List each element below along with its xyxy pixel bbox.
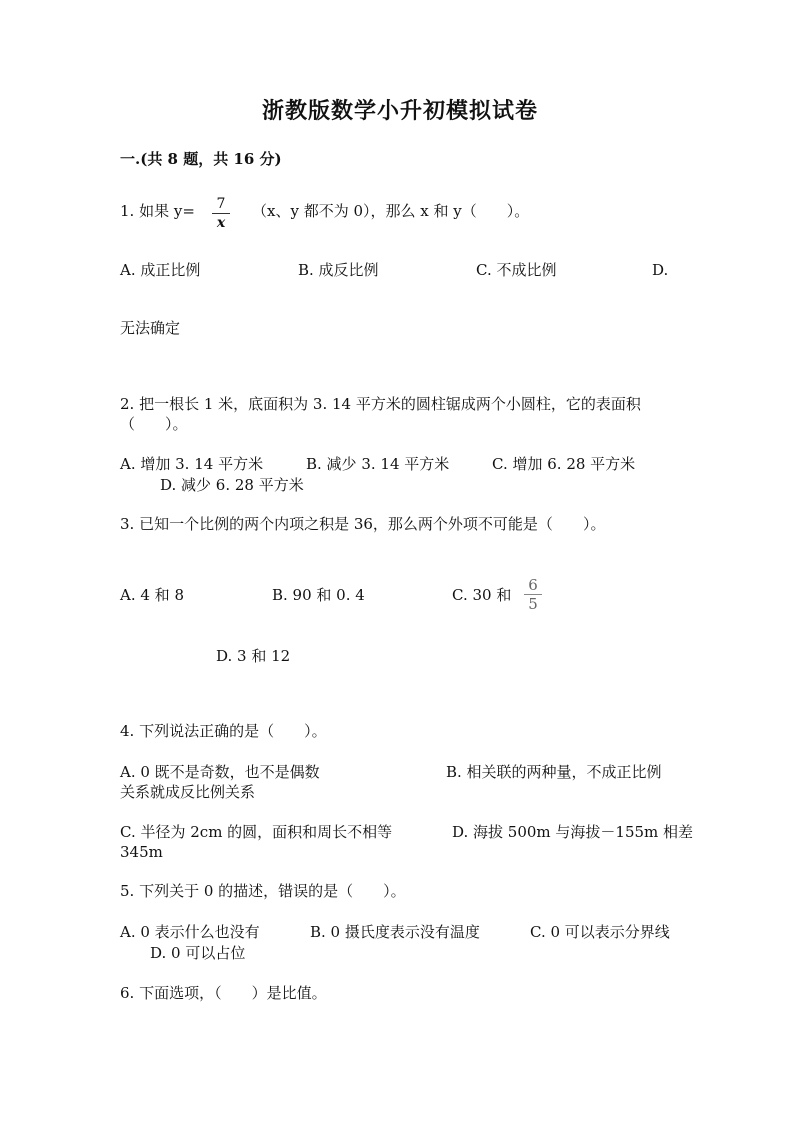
q3-fraction <box>524 577 542 612</box>
q1-option-a[interactable]: A. 成正比例 <box>120 261 201 279</box>
q3-option-b[interactable]: B. 90 和 0. 4 <box>272 586 365 604</box>
q6-text: 6. 下面选项，（ ）是比值。 <box>120 984 327 1002</box>
q1-frac-numerator: 7 <box>216 196 226 212</box>
q4-option-d[interactable]: D. 海拔 500m 与海拔－155m 相差 <box>452 823 694 841</box>
q1-suffix: （x、y 都不为 0），那么 x 和 y（ ）。 <box>252 202 530 220</box>
q5-option-c[interactable]: C. 0 可以表示分界线 <box>530 923 670 941</box>
q3-option-a[interactable]: A. 4 和 8 <box>120 586 184 604</box>
q1-option-b[interactable]: B. 成反比例 <box>298 261 379 279</box>
q3-frac-numerator: 6 <box>528 576 538 594</box>
q3-option-d[interactable]: D. 3 和 12 <box>216 647 291 665</box>
q1-prefix: 1. 如果 y= <box>120 202 195 220</box>
q2-option-d[interactable]: D. 减少 6. 28 平方米 <box>160 476 304 494</box>
section-header: 一.(共 8 题，共 16 分) <box>120 150 282 168</box>
fraction-bar <box>212 213 230 214</box>
q3-text: 3. 已知一个比例的两个内项之积是 36，那么两个外项不可能是（ ）。 <box>120 515 606 533</box>
q2-text-line2: （ ）。 <box>120 415 188 433</box>
q2-option-b[interactable]: B. 减少 3. 14 平方米 <box>306 455 450 473</box>
q1-option-c[interactable]: C. 不成比例 <box>476 261 557 279</box>
q4-option-b[interactable]: B. 相关联的两种量，不成正比例 <box>446 763 662 781</box>
q4-option-a[interactable]: A. 0 既不是奇数，也不是偶数 <box>120 763 320 781</box>
q4-option-b-cont[interactable]: 关系就成反比例关系 <box>120 783 256 801</box>
q4-option-d-cont[interactable]: 345m <box>120 843 163 861</box>
q4-option-c[interactable]: C. 半径为 2cm 的圆，面积和周长不相等 <box>120 823 393 841</box>
q5-text: 5. 下列关于 0 的描述，错误的是（ ）。 <box>120 882 406 900</box>
q2-option-c[interactable]: C. 增加 6. 28 平方米 <box>492 455 636 473</box>
q3-frac-denominator: 5 <box>528 595 538 613</box>
q1-option-d[interactable]: D. <box>652 261 669 279</box>
q4-text: 4. 下列说法正确的是（ ）。 <box>120 722 327 740</box>
q1-fraction <box>212 196 230 231</box>
q1-frac-denominator: x <box>216 215 226 231</box>
page-title: 浙教版数学小升初模拟试卷 <box>261 98 538 124</box>
q1-option-d-text[interactable]: 无法确定 <box>120 319 181 337</box>
q5-option-b[interactable]: B. 0 摄氏度表示没有温度 <box>310 923 480 941</box>
q5-option-a[interactable]: A. 0 表示什么也没有 <box>120 923 260 941</box>
q5-option-d[interactable]: D. 0 可以占位 <box>150 944 246 962</box>
q2-option-a[interactable]: A. 增加 3. 14 平方米 <box>120 455 264 473</box>
q3-option-c[interactable]: C. 30 和 <box>452 586 512 604</box>
q2-text-line1: 2. 把一根长 1 米，底面积为 3. 14 平方米的圆柱锯成两个小圆柱，它的表面积 <box>120 395 641 413</box>
